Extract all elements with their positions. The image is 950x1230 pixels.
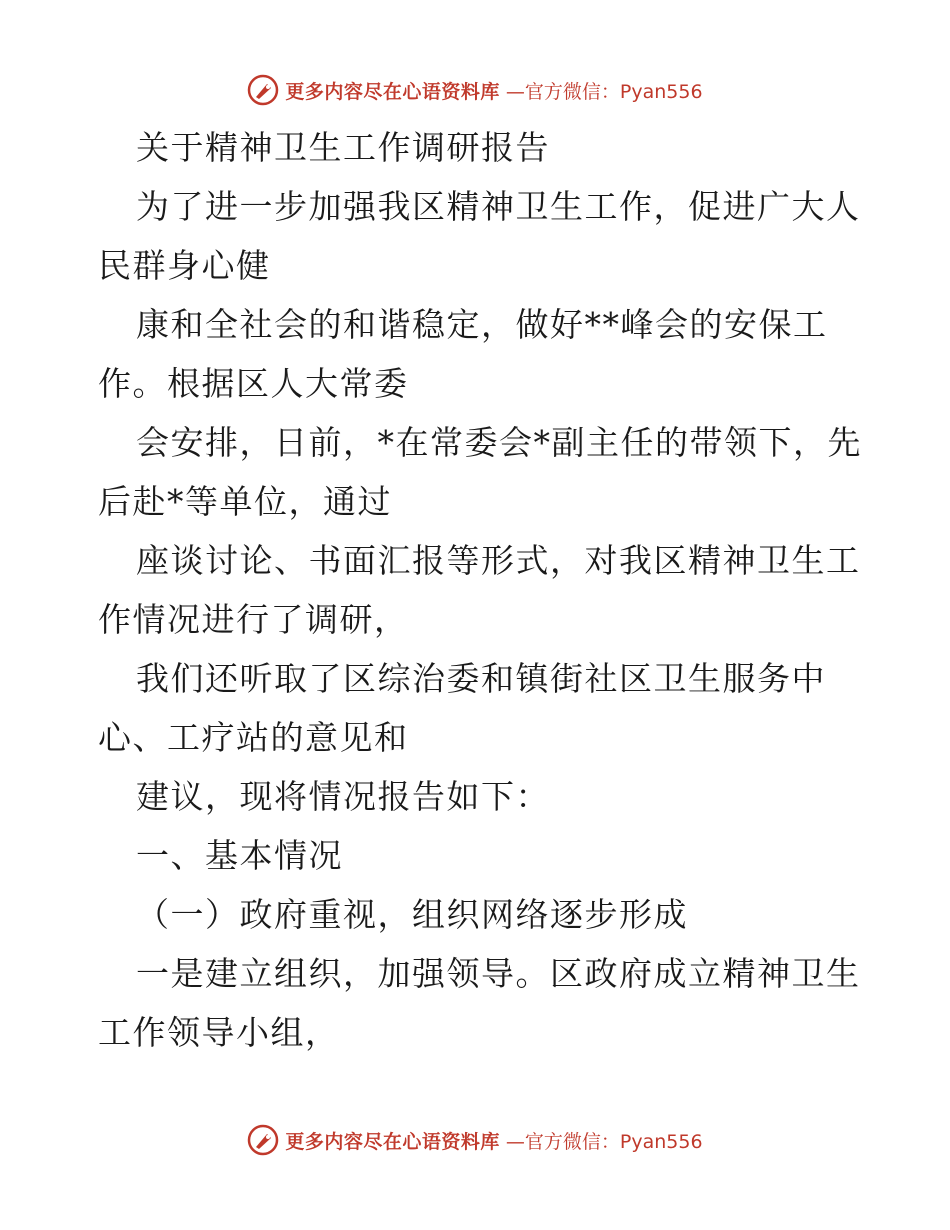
header-contact-text: —官方微信：Pyan556 [505, 80, 703, 103]
paragraph-line: 会安排，日前，*在常委会*副主任的带领下，先 [136, 423, 862, 462]
header-banner [0, 70, 950, 110]
footer-brand-text: 更多内容尽在心语资料库 [285, 1130, 500, 1153]
pen-nib-logo-icon [247, 74, 279, 106]
header-brand-text: 更多内容尽在心语资料库 [285, 80, 500, 103]
paragraph-line: 民群身心健 [98, 246, 271, 285]
footer-banner [0, 1120, 950, 1160]
paragraph-line: 一是建立组织，加强领导。区政府成立精神卫生 [136, 954, 861, 993]
paragraph-line: 建议，现将情况报告如下： [136, 777, 550, 816]
paragraph-line: 后赴*等单位，通过 [98, 482, 392, 521]
pen-nib-logo-icon [247, 1124, 279, 1156]
paragraph-line: 作。根据区人大常委 [98, 364, 409, 403]
section-heading: 一、基本情况 [136, 836, 343, 875]
paragraph-line: 座谈讨论、书面汇报等形式，对我区精神卫生工 [136, 541, 861, 580]
paragraph-line: 康和全社会的和谐稳定，做好**峰会的安保工 [136, 305, 828, 344]
subsection-heading: （一）政府重视，组织网络逐步形成 [136, 895, 688, 934]
document-body [98, 118, 862, 1062]
paragraph-line: 作情况进行了调研， [98, 600, 409, 639]
paragraph-line: 我们还听取了区综治委和镇街社区卫生服务中 [136, 659, 826, 698]
paragraph-line: 工作领导小组， [98, 1013, 340, 1052]
document-title: 关于精神卫生工作调研报告 [136, 128, 550, 167]
paragraph-line: 为了进一步加强我区精神卫生工作，促进广大人 [136, 187, 861, 226]
footer-contact-text: —官方微信：Pyan556 [505, 1130, 703, 1153]
paragraph-line: 心、工疗站的意见和 [98, 718, 409, 757]
